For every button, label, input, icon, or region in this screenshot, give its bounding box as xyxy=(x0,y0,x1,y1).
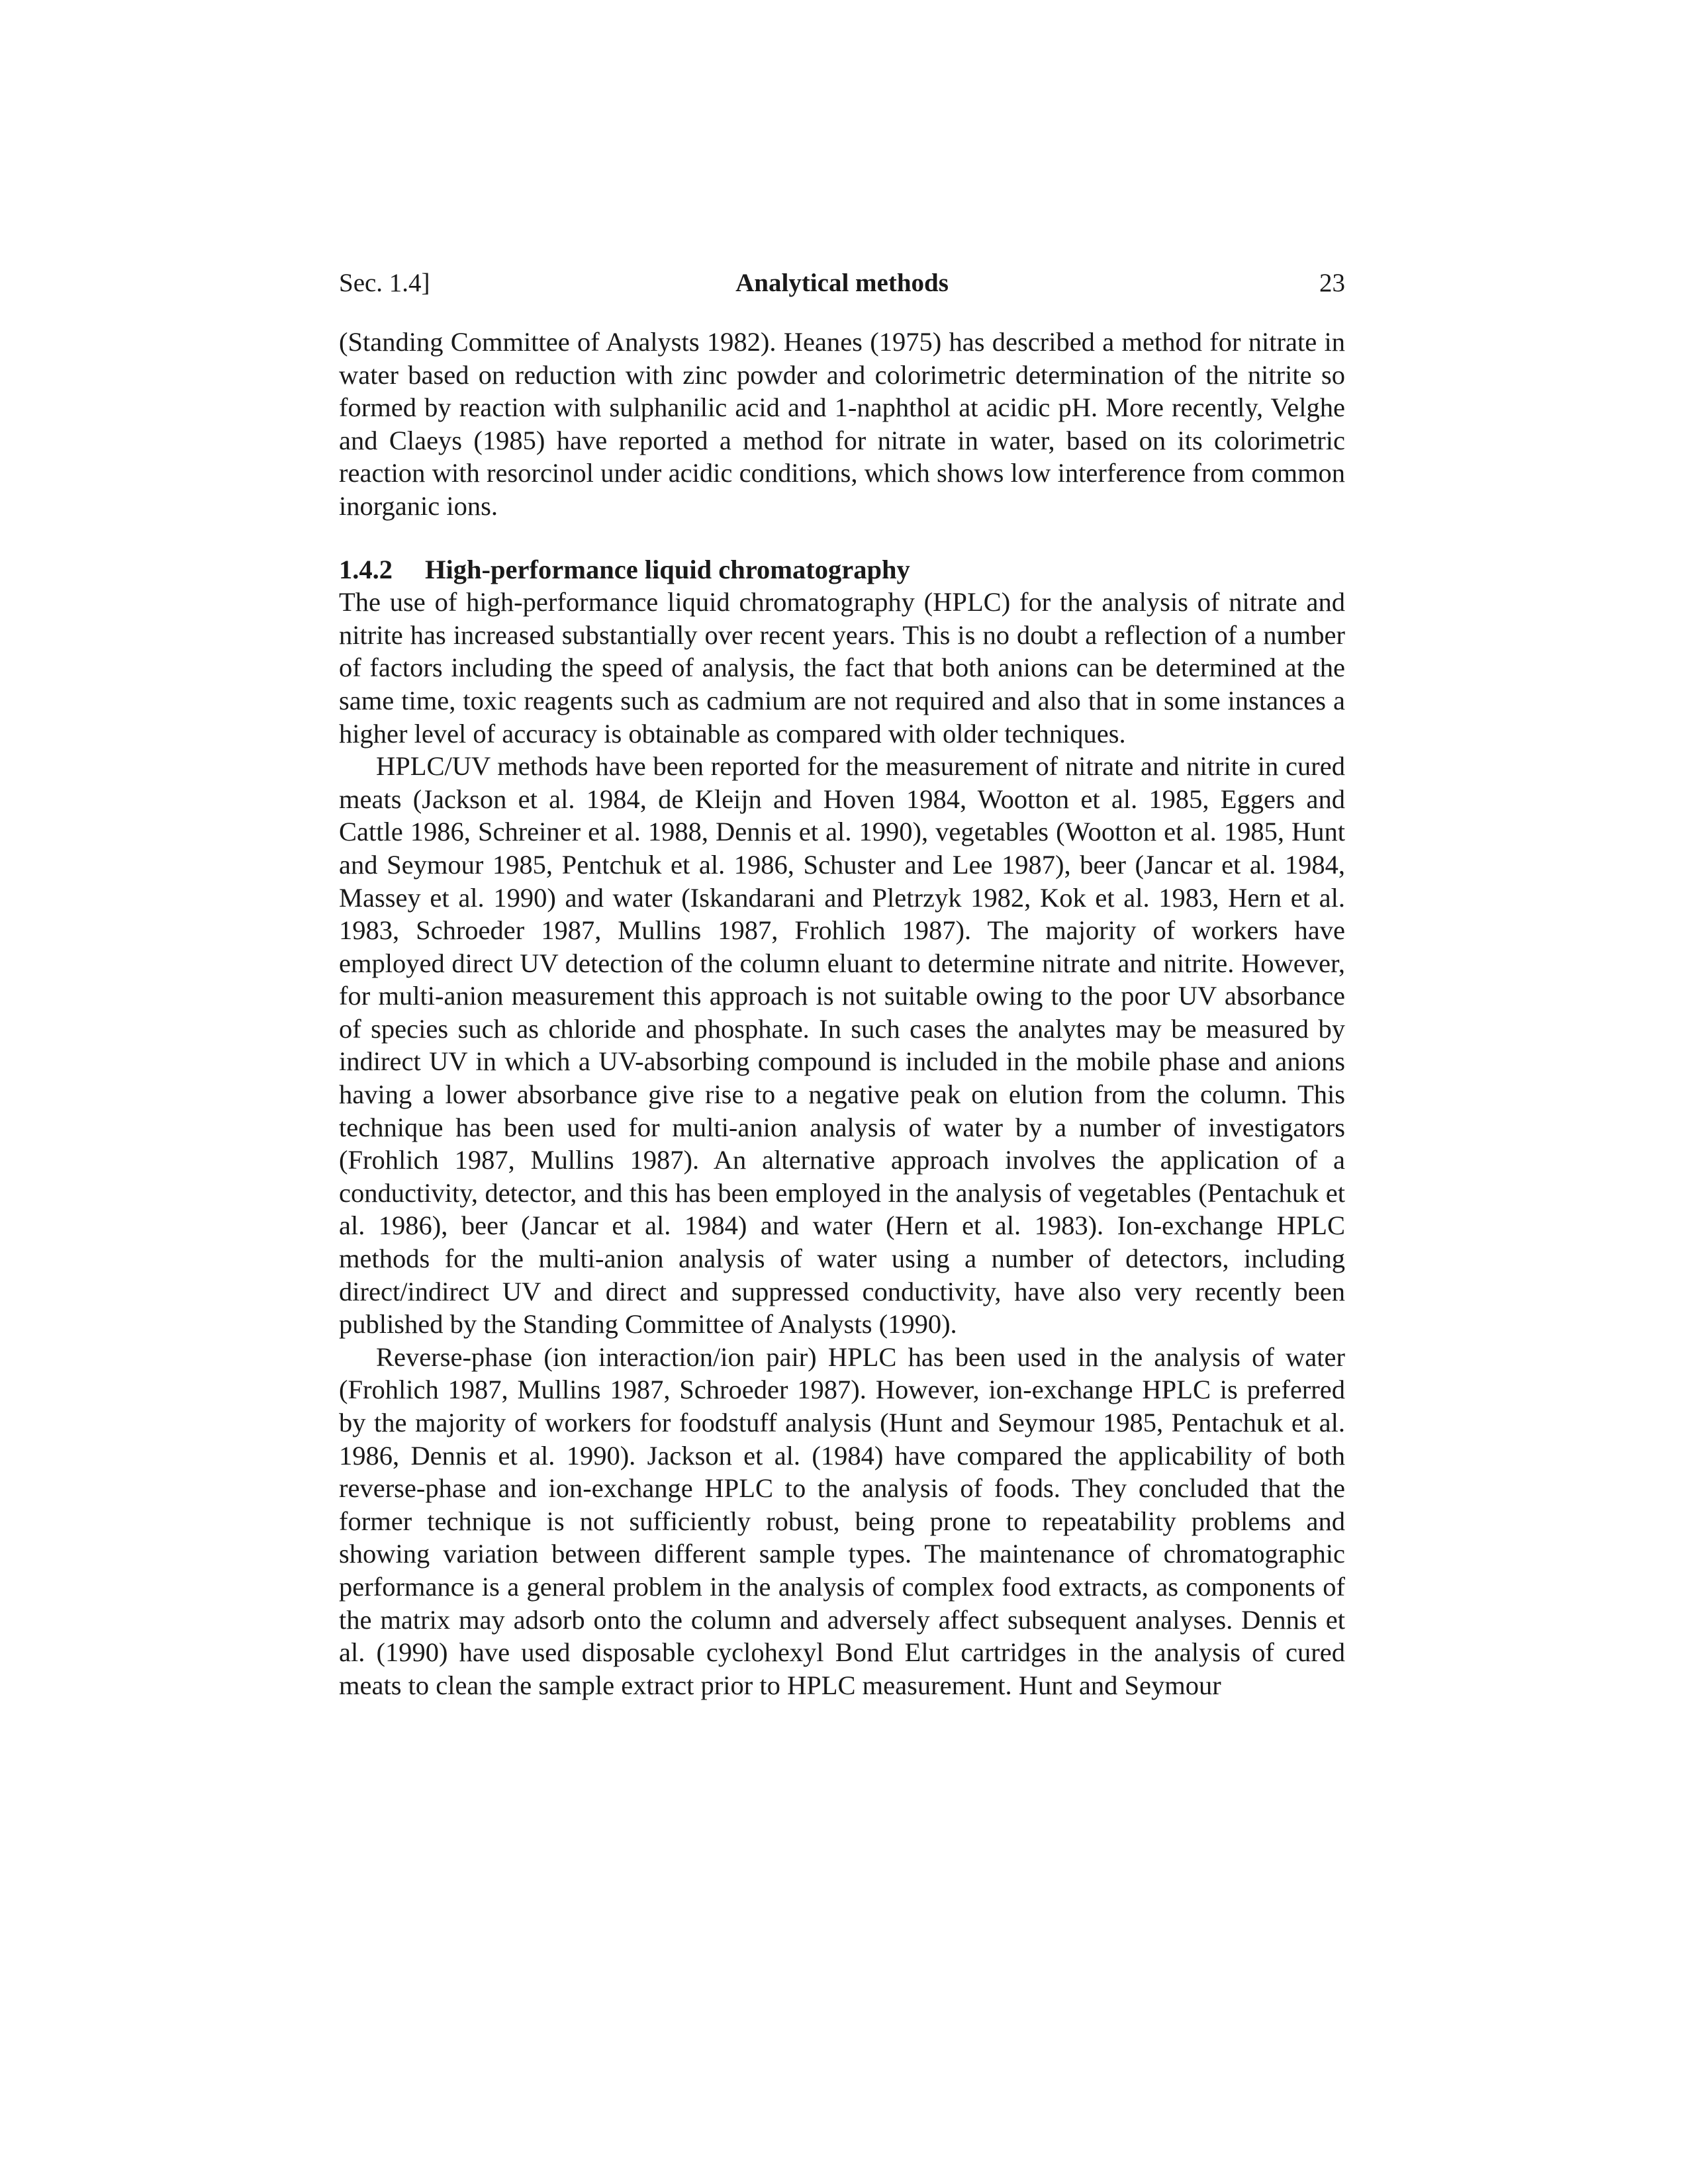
section-number: 1.4.2 xyxy=(339,554,393,584)
paragraph: The use of high-performance liquid chromatography (HPLC) for the analysis of nitrate and nitrite has increased substantially over recent years. This is no doubt a reflection of a number of factors including the speed of analysis, the fact that both anions can be determined at the same time, toxic reagents such as cadmium are not required and also that in some instances a higher level of accuracy is obtainable as compared with older techniques. xyxy=(339,587,1345,749)
body-text xyxy=(339,326,1345,1702)
paragraph-continued: (Standing Committee of Analysts 1982). Heanes (1975) has described a method for nitrate in water based on reduction with zinc powder and colorimetric determination of the nitrite so formed by reaction with sulphanilic acid and 1-naphthol at acidic pH. More recently, Velghe and Claeys (1985) have reported a method for nitrate in water, based on its colorimetric reaction with resorcinol under acidic conditions, which shows low interference from common inorganic ions. xyxy=(339,327,1345,521)
paragraph: Reverse-phase (ion interaction/ion pair) HPLC has been used in the analysis of water (Frohlich 1987, Mullins 1987, Schroeder 1987). However, ion-exchange HPLC is preferred by the majority of workers for foodstuff analysis (Hunt and Seymour 1985, Pentachuk et al. 1986, Dennis et al. 1990). Jackson et al. (1984) have compared the applicability of both reverse-phase and ion-exchange HPLC to the analysis of foods. They concluded that the former technique is not sufficiently robust, being prone to repeatability problems and showing variation between different sample types. The maintenance of chromatographic performance is a general problem in the analysis of complex food extracts, as components of the matrix may adsorb onto the column and adversely affect subsequent analyses. Dennis et al. (1990) have used disposable cyclohexyl Bond Elut cartridges in the analysis of cured meats to clean the sample extract prior to HPLC measurement. Hunt and Seymour xyxy=(339,1342,1345,1700)
page-header xyxy=(339,262,1345,304)
section-heading xyxy=(339,553,1345,586)
section-reference: Sec. 1.4] xyxy=(339,269,430,297)
running-title: Analytical methods xyxy=(735,269,949,297)
section-title: High-performance liquid chromatography xyxy=(425,554,910,584)
page-number: 23 xyxy=(1319,269,1345,297)
paragraph: HPLC/UV methods have been reported for the measurement of nitrate and nitrite in cured meats (Jackson et al. 1984, de Kleijn and Hoven 1984, Wootton et al. 1985, Eggers and Cattle 1986, Schreiner et al. 1988, Dennis et al. 1990), vegetables (Wootton et al. 1985, Hunt and Seymour 1985, Pentchuk et al. 1986, Schuster and Lee 1987), beer (Jancar et al. 1984, Massey et al. 1990) and water (Iskandarani and Pletrzyk 1982, Kok et al. 1983, Hern et al. 1983, Schroeder 1987, Mullins 1987, Frohlich 1987). The majority of workers have employed direct UV detection of the column eluant to determine nitrate and nitrite. However, for multi-anion measurement this approach is not suitable owing to the poor UV absorbance of species such as chloride and phosphate. In such cases the analytes may be measured by indirect UV in which a UV-absorbing compound is included in the mobile phase and anions having a lower absorbance give rise to a negative peak on elution from the column. This technique has been used for multi-anion analysis of water by a number of investigators (Frohlich 1987, Mullins 1987). An alternative approach involves the application of a conductivity, detector, and this has been employed in the analysis of vegetables (Pentachuk et al. 1986), beer (Jancar et al. 1984) and water (Hern et al. 1983). Ion-exchange HPLC methods for the multi-anion analysis of water using a number of detectors, including direct/indirect UV and direct and suppressed conductivity, have also very recently been published by the Standing Committee of Analysts (1990). xyxy=(339,751,1345,1340)
